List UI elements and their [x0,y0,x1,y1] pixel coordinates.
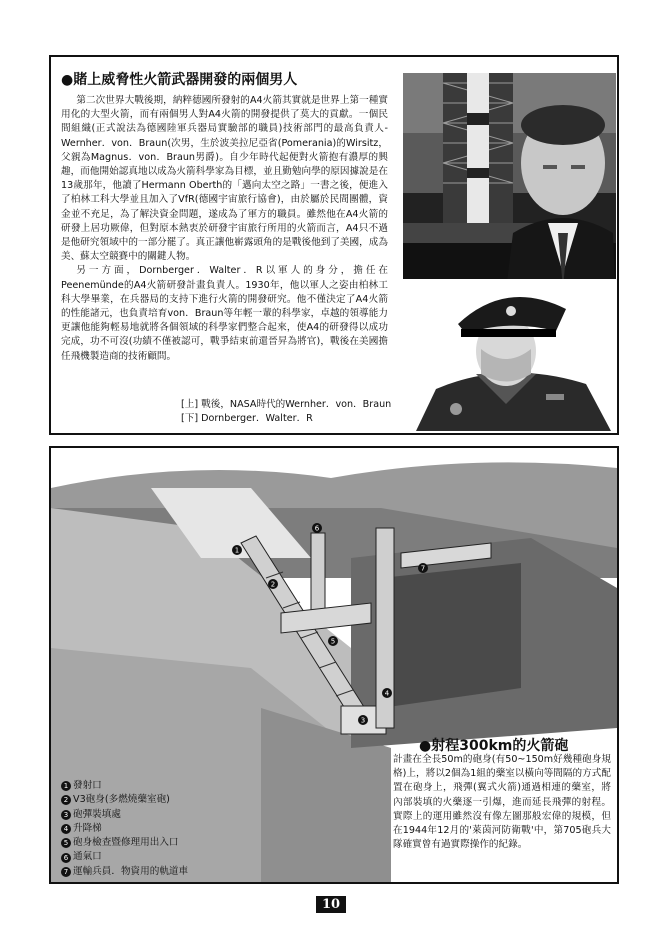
cannon-section-title: ●射程300km的火箭砲 [419,738,569,754]
legend-text: 通氣口 [73,851,102,863]
diagram-legend [61,779,188,879]
legend-text: 升降梯 [73,822,102,834]
photo-captions [181,398,391,426]
marker-4-label: 4 [384,689,390,698]
legend-item [61,808,188,822]
caption-top: [上] 戰後，NASA時代的Wernher．von．Braun [181,399,392,410]
legend-item [61,822,188,836]
article-body [61,94,388,364]
legend-text: 發射口 [73,780,102,791]
legend-item [61,793,188,807]
legend-number: 5 [61,838,71,848]
legend-number: 2 [61,795,71,805]
legend-item [61,850,188,864]
legend-text: 砲彈裝填處 [73,808,121,820]
article-box-top [49,55,619,435]
legend-item [61,779,188,793]
article-box-bottom [49,446,619,884]
cannon-description: 計畫在全長50m的砲身(有50~150m好幾種砲身規格)上，將以2個為1組的藥室以橫向等間隔的方式配置在砲身上，飛彈(翼式火箭)通過相連的藥室，將內部裝填的火藥逐一引爆，進而延長飛彈的射程。實際上的運用雖然沒有像左圖那般宏偉的規模，但在1944年12月的'萊茵河防衛戰'中，第705砲兵大隊確實曾有過實際操作的紀錄。 [393,754,611,851]
legend-text: 砲身檢查暨修理用出入口 [73,837,179,849]
legend-number: 1 [61,781,71,791]
caption-bottom: [下] Dornberger．Walter．R [181,413,313,424]
marker-7-label: 7 [420,564,426,573]
legend-text: V3砲身(多燃燒藥室砲) [73,794,170,806]
legend-number: 4 [61,824,71,834]
paragraph-von-braun: 第二次世界大戰後期，納粹德國所發射的A4火箭其實就是世界上第一種實用化的大型火箭，而有兩個男人對A4火箭的開發提供了莫大的貢獻。一個民間組織(正式說法為德國陸軍兵器局實驗部的職員)技術部門的最高負責人-Wernher．von．Braun(次男，生於波美拉尼亞省(Pomerania)的Wirsitz，父親為Magnus．von．Braun男爵)。自少年時代起便對火箭抱有濃厚的興趣，而他開始認真地以成為火箭科學家為目標，並且勤勉向學的原因據說是在13歲那年，他讀了Hermann Oberth的「邁向太空之路」一書之後，便進入了柏林工科大學並且加入了VfR(德國宇宙旅行協會)，由於屬於民間團體，資金並不充足，為了解決資金問題，遂成為了軍方的職員。雖然他在A4火箭的研發上居功厥偉，但對原本熱衷於研發宇宙旅行所用的火箭而言，A4只不過是他研究領域中的一部分罷了。真正讓他嶄露頭角的是戰後他到了美國，成為美、蘇太空競賽中的關鍵人物。 [61,95,388,263]
legend-number: 6 [61,853,71,863]
legend-number: 3 [61,810,71,820]
legend-item [61,865,188,879]
legend-text: 運輸兵員．物資用的軌道車 [73,865,189,877]
legend-item [61,836,188,850]
marker-1-label: 1 [234,546,240,555]
paragraph-dornberger: 另一方面，Dornberger．Walter．R以軍人的身分，擔任在Peenemünde的A4火箭研發計畫負責人。1930年，他以軍人之姿由柏林工科大學畢業，在兵器局的支持下進行火箭的開發研究。他不僅決定了A4火箭的性能諸元，也負責培育von．Braun等年輕一輩的科學家，卓越的領導能力更讓他能夠輕易地就將各個領域的科學家們整合起來，使A4的研發得以成功完成，功不可沒(功績不僅被認可，戰爭結束前還晉昇為將官)，戰後在美國擔任飛機製造商的技術顧問。 [61,265,388,362]
page-number: 10 [316,896,346,913]
legend-number: 7 [61,867,71,877]
marker-5-label: 5 [330,637,336,646]
marker-2-label: 2 [270,580,276,589]
marker-3-label: 3 [360,716,366,725]
marker-6-label: 6 [314,524,320,533]
drawing-dornberger [396,279,617,431]
section-title: ●賭上威脅性火箭武器開發的兩個男人 [61,72,298,88]
